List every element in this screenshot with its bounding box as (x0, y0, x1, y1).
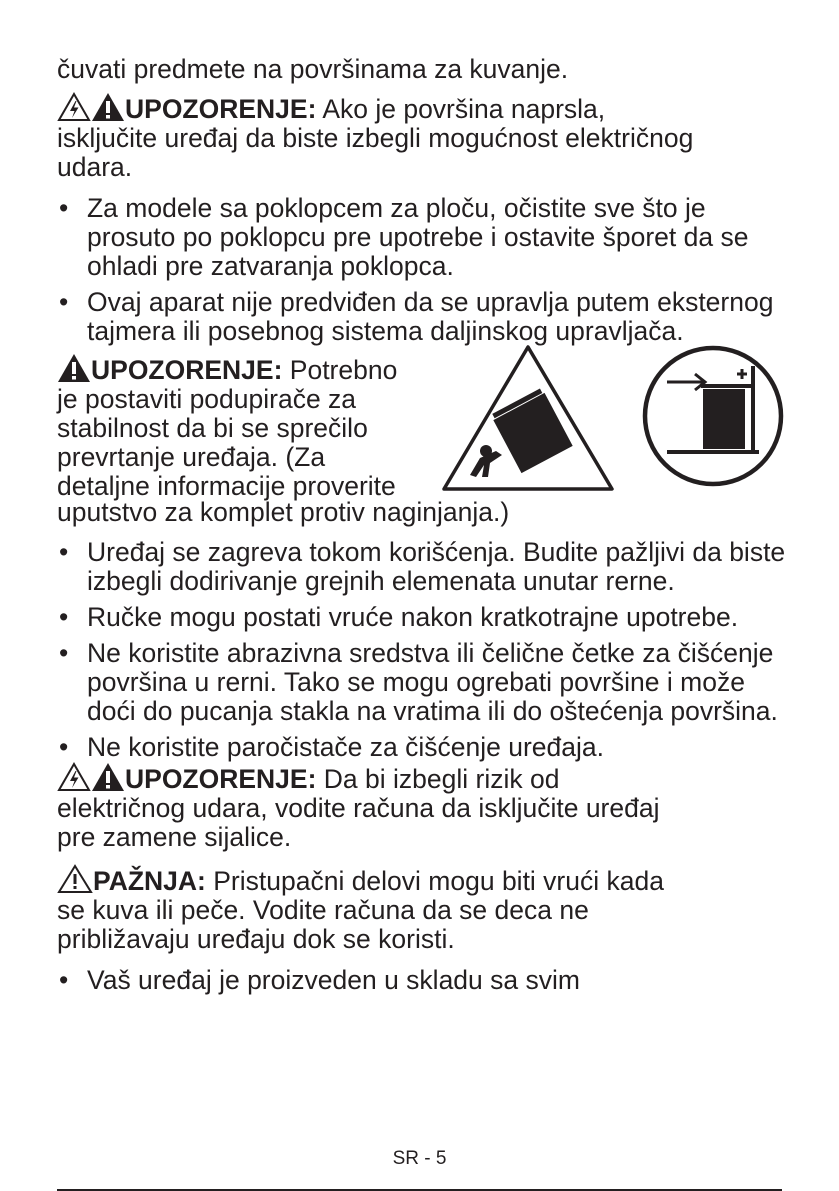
list-item: • Ne koristite abrazivna sredstva ili čelične četke za čišćenje površina u rerni. Tako se mogu ogrebati površine i može doći do pucanja stakla na vratima ili do oštećenja površina. (59, 638, 778, 726)
document-page (57, 55, 787, 1002)
warning-icon (57, 353, 91, 383)
warning-label: UPOZORENJE: (125, 94, 317, 124)
bullet-list-2 (57, 538, 787, 762)
intro-line: čuvati predmete na površinama za kuvanje. (57, 54, 569, 84)
warning-icon (91, 762, 125, 792)
warning-label: UPOZORENJE: (125, 764, 317, 794)
warning-anti-tip: UPOZORENJE: Potrebno je postaviti podupirače za stabilnost da bi se sprečilo prevrtanje uređaja. (Za detaljne informacije proverite (57, 355, 398, 501)
page-number: SR - 5 (392, 1148, 447, 1169)
warning-icon (91, 92, 125, 122)
bullet-list-1 (57, 194, 787, 346)
list-item: • Ovaj aparat nije predviđen da se upravlja putem eksternog tajmera ili posebnog sistema daljinskog upravljača. (59, 287, 774, 346)
warning-label: UPOZORENJE: (91, 355, 283, 385)
warning-electric-shock: UPOZORENJE: Ako je površina naprsla, isključite uređaj da biste izbegli mogućnost električnog udara. (57, 94, 694, 182)
electric-hazard-icon (57, 762, 91, 792)
anti-tip-warning-block: UPOZORENJE: Potrebno je postaviti podupirače za stabilnost da bi se sprečilo prevrtanje uređaja. (Za detaljne informacije proverite uputstvo za komplet protiv naginjanja.) (57, 353, 787, 528)
list-item: • Ručke mogu postati vruće nakon kratkotrajne upotrebe. (59, 602, 739, 632)
footer-divider (57, 1189, 782, 1191)
tip-over-hazard-icon (440, 343, 616, 493)
list-item: • Ne koristite paročistače za čišćenje uređaja. (59, 732, 604, 762)
list-item: • Vaš uređaj je proizveden u skladu sa svim (59, 965, 580, 995)
anti-tip-bracket-icon (641, 344, 785, 488)
list-item: • Za modele sa poklopcem za ploču, očistite sve što je prosuto po poklopcu pre upotrebe i ostavite šporet da se ohladi pre zatvaranja poklopca. (59, 193, 749, 281)
caution-label: PAŽNJA: (93, 866, 206, 896)
list-item: • Uređaj se zagreva tokom korišćenja. Budite pažljivi da biste izbegli dodirivanje grejnih elemenata unutar rerne. (59, 537, 786, 596)
bullet-list-3 (57, 966, 787, 995)
warning-bulb-replacement: UPOZORENJE: Da bi izbegli rizik od električnog udara, vodite računa da isključite uređaj pre zamene sijalice. (57, 764, 660, 852)
caution-icon (57, 864, 93, 894)
electric-hazard-icon (57, 92, 91, 122)
caution-hot-parts: PAŽNJA: Pristupačni delovi mogu biti vrući kada se kuva ili peče. Vodite računa da se deca ne približavaju uređaju dok se koristi. (57, 866, 664, 954)
